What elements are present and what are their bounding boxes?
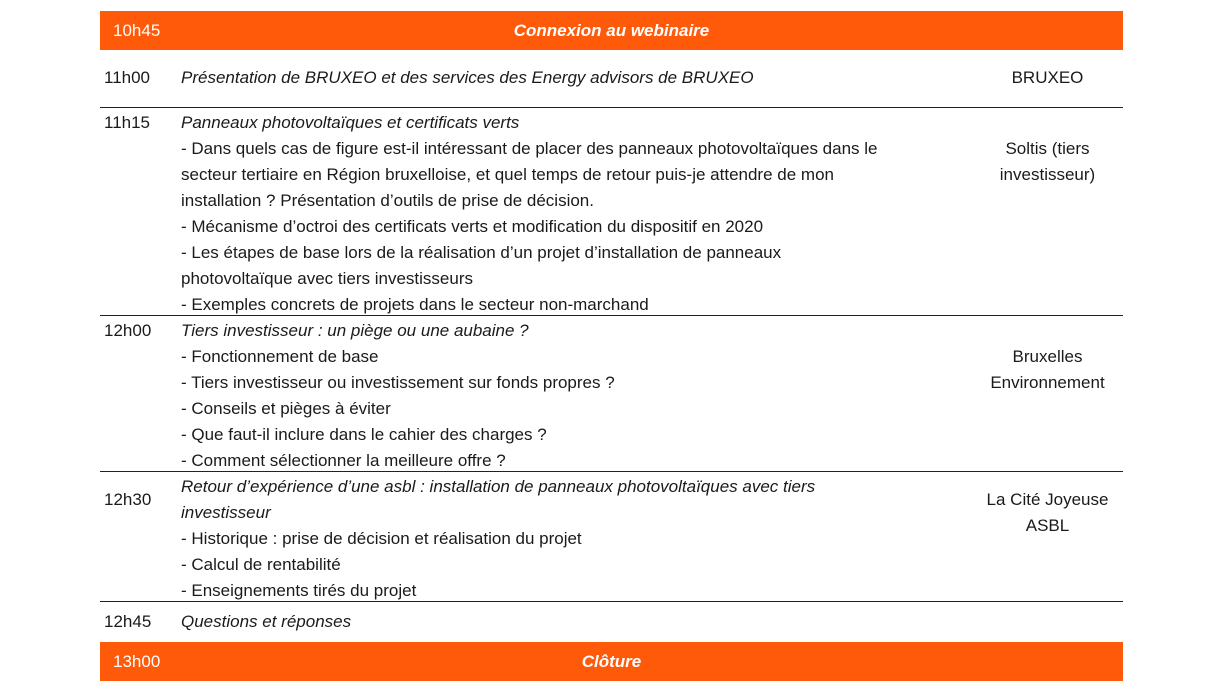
session-content [181,318,971,474]
closing-time: 13h00 [113,652,161,671]
closing-title: Clôture [581,652,642,671]
session-title: Retour d’expérience d’une asbl : installation de panneaux photovoltaïques avec tiers [181,477,816,496]
session-content [181,474,971,604]
session-item: - Historique : prise de décision et réalisation du projet [181,529,582,548]
speaker-line: BRUXEO [1011,68,1084,87]
session-title: Panneaux photovoltaïques et certificats verts [181,113,520,132]
session-item: - Que faut-il inclure dans le cahier des charges ? [181,425,547,444]
session-item: - Conseils et pièges à éviter [181,399,391,418]
session-title: Questions et réponses [181,612,352,631]
opening-title: Connexion au webinaire [513,21,710,40]
session-item: - Calcul de rentabilité [181,555,341,574]
session-item: installation ? Présentation d’outils de prise de décision. [181,191,594,210]
session-item: secteur tertiaire en Région bruxelloise, et quel temps de retour puis-je attendre de mon [181,165,834,184]
session-item: - Mécanisme d’octroi des certificats verts et modification du dispositif en 2020 [181,217,764,236]
session-item: photovoltaïque avec tiers investisseurs [181,269,473,288]
session-row [100,316,1123,472]
speaker-line: Environnement [990,373,1105,392]
session-time: 12h45 [104,612,152,631]
session-time: 12h00 [104,321,152,340]
session-item: - Exemples concrets de projets dans le secteur non-marchand [181,295,649,314]
speaker-line: Bruxelles [1012,347,1083,366]
session-title: Tiers investisseur : un piège ou une aubaine ? [181,321,529,340]
session-speaker [972,136,1123,188]
session-item: - Tiers investisseur ou investissement sur fonds propres ? [181,373,615,392]
session-row [100,50,1123,108]
session-title: investisseur [181,503,271,522]
session-speaker [972,65,1123,91]
session-row [100,108,1123,316]
session-time: 11h15 [104,113,151,132]
session-content [181,609,971,635]
session-item: - Comment sélectionner la meilleure offre ? [181,451,506,470]
session-item: - Enseignements tirés du projet [181,581,417,600]
session-speaker [972,487,1123,539]
session-speaker [972,344,1123,396]
session-row [100,602,1123,642]
speaker-line: ASBL [1025,516,1070,535]
agenda-table [100,11,1123,681]
session-content [181,110,971,318]
session-row [100,472,1123,602]
session-title: Présentation de BRUXEO et des services des Energy advisors de BRUXEO [181,68,754,87]
speaker-line: La Cité Joyeuse [986,490,1109,509]
opening-band [100,11,1123,50]
session-item: - Fonctionnement de base [181,347,379,366]
session-content [181,65,971,91]
session-time: 11h00 [104,68,151,87]
speaker-line: investisseur) [999,165,1096,184]
closing-band [100,642,1123,681]
session-time: 12h30 [104,490,152,509]
session-item: - Les étapes de base lors de la réalisation d’un projet d’installation de panneaux [181,243,782,262]
opening-time: 10h45 [113,21,161,40]
session-item: - Dans quels cas de figure est-il intéressant de placer des panneaux photovoltaïques dans le [181,139,878,158]
speaker-line: Soltis (tiers [1005,139,1090,158]
